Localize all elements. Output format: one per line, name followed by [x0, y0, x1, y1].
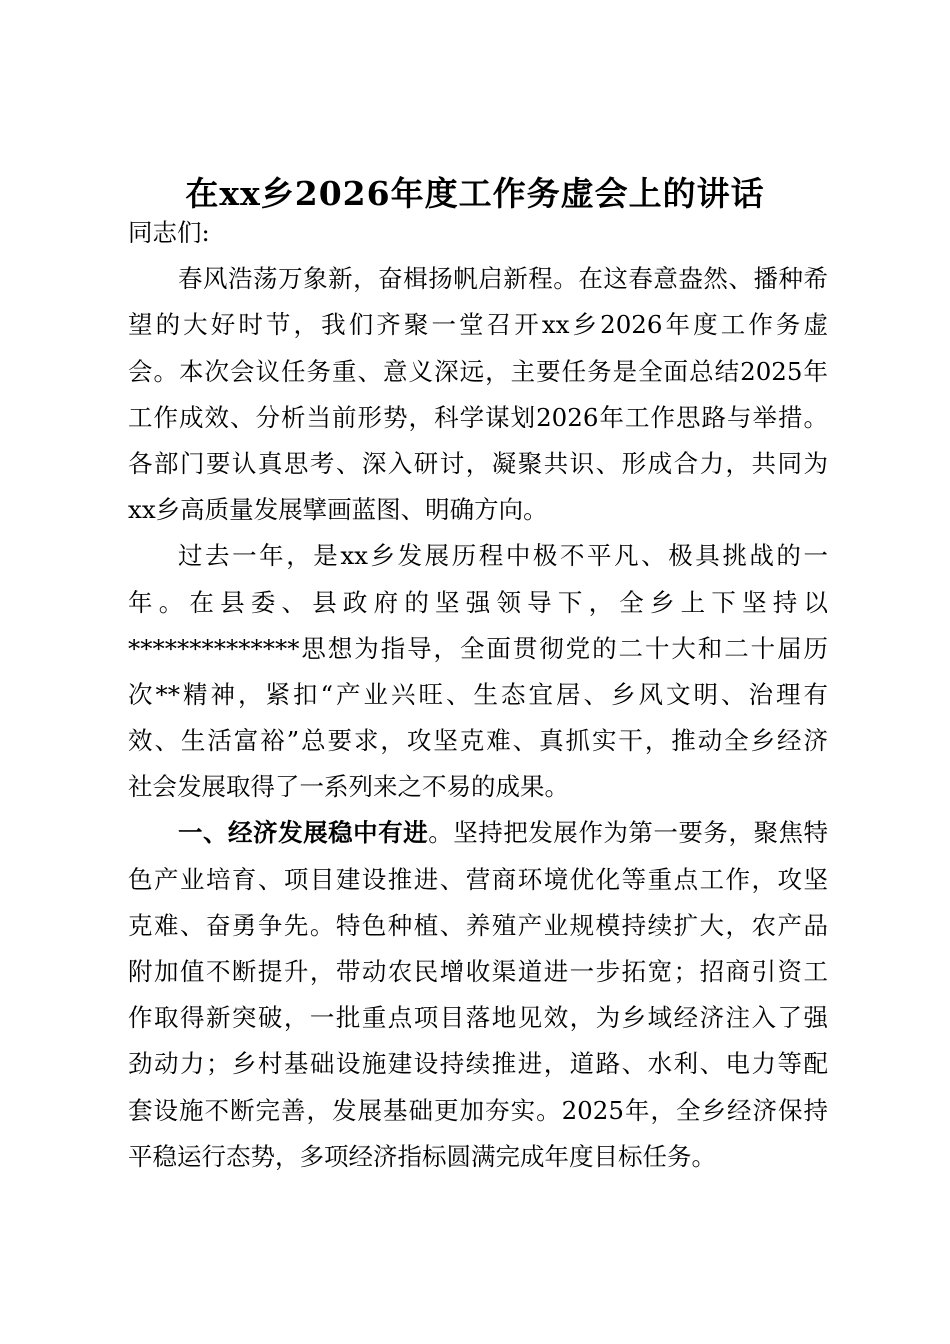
paragraph-line: **************思想为指导，全面贯彻党的二十大和二十届历 [128, 633, 828, 663]
paragraph-line: 工作成效、分析当前形势，科学谋划2026年工作思路与举措。 [128, 402, 828, 432]
paragraph-line: 各部门要认真思考、深入研讨，凝聚共识、形成合力，共同为 [128, 448, 828, 478]
document-body [128, 210, 828, 1180]
paragraph-line: 克难、奋勇争先。特色种植、养殖产业规模持续扩大，农产品 [128, 910, 828, 940]
paragraph-line: 效、生活富裕”总要求，攻坚克难、真抓实干，推动全乡经济 [128, 726, 828, 756]
paragraph-line: 色产业培育、项目建设推进、营商环境优化等重点工作，攻坚 [128, 864, 828, 894]
paragraph-line: 平稳运行态势，多项经济指标圆满完成年度目标任务。 [128, 1141, 716, 1171]
salutation: 同志们: [128, 218, 210, 247]
paragraph-line: 社会发展取得了一系列来之不易的成果。 [128, 772, 569, 802]
paragraph-line: 会。本次会议任务重、意义深远，主要任务是全面总结2025年 [128, 356, 828, 386]
paragraph-line: 套设施不断完善，发展基础更加夯实。2025年，全乡经济保持 [128, 1095, 828, 1125]
paragraph-line [128, 810, 828, 856]
paragraph-line: 过去一年，是xx乡发展历程中极不平凡、极具挑战的一 [178, 541, 828, 571]
paragraph-line: 春风浩荡万象新，奋楫扬帆启新程。在这春意盎然、播种希 [178, 264, 828, 294]
document-title: 在xx乡2026年度工作务虚会上的讲话 [185, 174, 765, 213]
paragraph-line: 年。在县委、县政府的坚强领导下，全乡上下坚持以 [128, 587, 828, 617]
paragraph-line: 望的大好时节，我们齐聚一堂召开xx乡2026年度工作务虚 [128, 310, 828, 340]
line-text: 。坚持把发展作为第一要务，聚焦特 [428, 818, 829, 848]
paragraph-line: 附加值不断提升，带动农民增收渠道进一步拓宽；招商引资工 [128, 957, 828, 986]
paragraph [128, 256, 828, 533]
paragraph-line: 劲动力；乡村基础设施建设持续推进，道路、水利、电力等配 [128, 1049, 828, 1079]
paragraph [128, 810, 828, 1180]
paragraph-line: 次**精神，紧扣“产业兴旺、生态宜居、乡风文明、治理有 [128, 679, 828, 709]
paragraph [128, 533, 828, 810]
paragraph-line: xx乡高质量发展擘画蓝图、明确方向。 [128, 495, 548, 525]
paragraph-line: 作取得新突破，一批重点项目落地见效，为乡域经济注入了强 [128, 1003, 828, 1033]
section-heading: 一、经济发展稳中有进 [178, 818, 429, 848]
